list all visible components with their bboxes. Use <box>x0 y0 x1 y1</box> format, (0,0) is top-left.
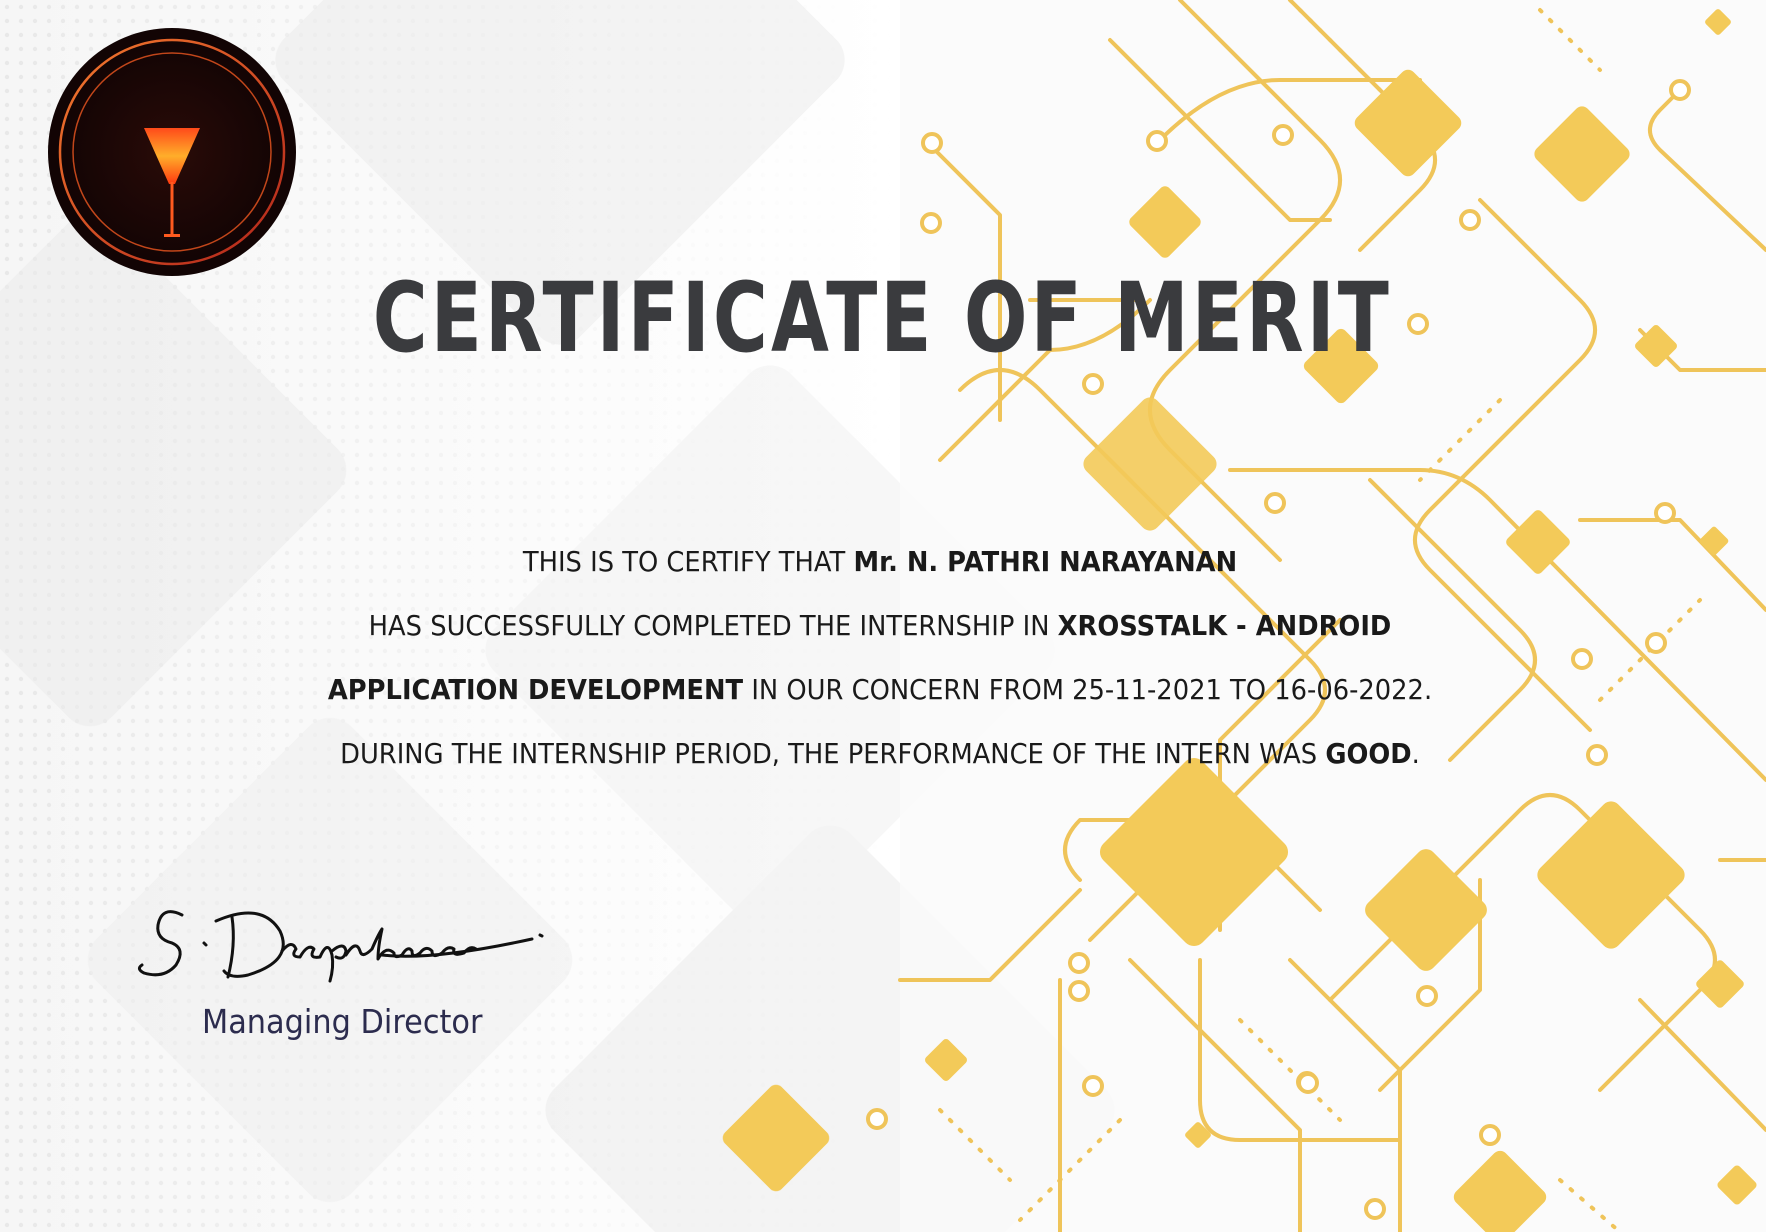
program-name-part-1: XROSSTALK - ANDROID <box>1057 609 1392 642</box>
body-line-1-prefix: THIS IS TO CERTIFY THAT <box>522 545 854 578</box>
body-line-1 <box>254 540 1505 604</box>
certificate-title: CERTIFICATE OF MERIT <box>372 262 1392 374</box>
body-line-4-suffix: . <box>1411 737 1420 770</box>
program-name-part-2: APPLICATION DEVELOPMENT <box>327 673 744 706</box>
cocktail-glass-logo-icon <box>46 26 298 278</box>
body-line-3-suffix: IN OUR CONCERN FROM 25-11-2021 TO 16-06-2022. <box>743 673 1433 706</box>
signatory-designation: Managing Director <box>202 1002 483 1041</box>
body-line-2 <box>254 604 1505 668</box>
recipient-name: Mr. N. PATHRI NARAYANAN <box>853 545 1238 578</box>
body-line-4 <box>254 732 1505 796</box>
body-line-4-prefix: DURING THE INTERNSHIP PERIOD, THE PERFORMANCE OF THE INTERN WAS <box>340 737 1326 770</box>
body-line-2-prefix: HAS SUCCESSFULLY COMPLETED THE INTERNSHIP IN <box>368 609 1058 642</box>
body-line-3 <box>254 668 1505 732</box>
performance-rating: GOOD <box>1325 737 1412 770</box>
handwritten-signature <box>132 895 552 995</box>
certificate-body <box>200 540 1560 796</box>
